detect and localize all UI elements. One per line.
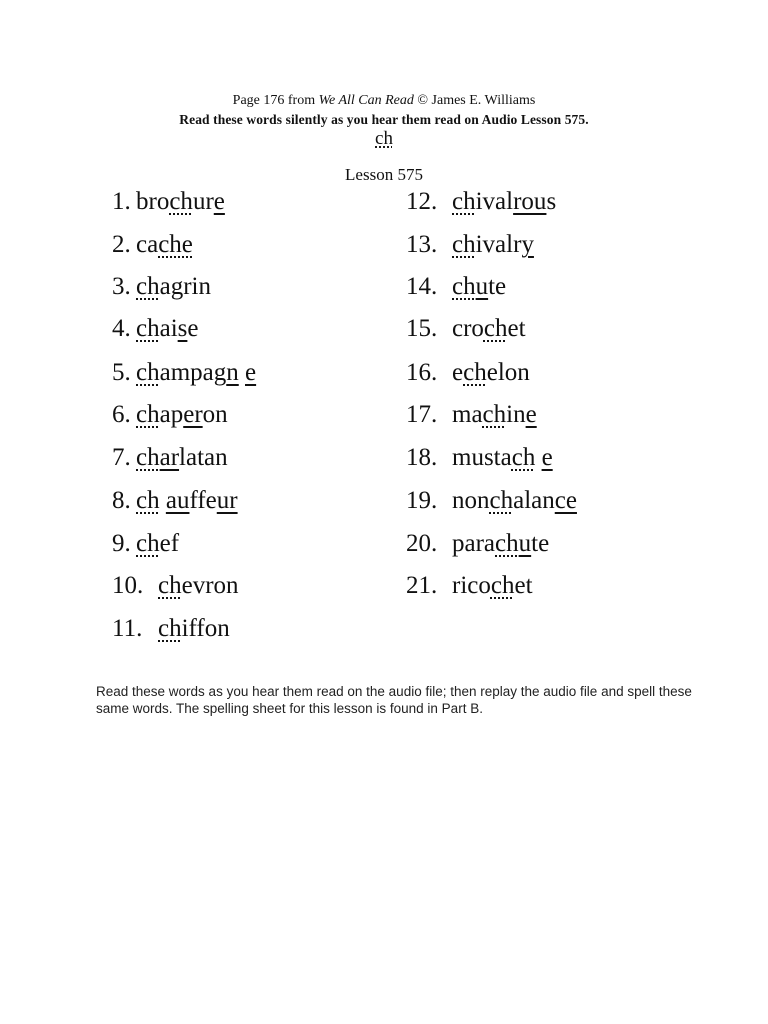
marked-segment: n bbox=[226, 359, 239, 386]
item-number: 1. bbox=[112, 188, 131, 215]
word-list-item bbox=[112, 271, 211, 303]
word-list-item bbox=[406, 399, 537, 431]
word-segment: para bbox=[452, 530, 496, 557]
word-list-item bbox=[112, 186, 225, 218]
instruction-heading: Read these words silently as you hear them read on Audio Lesson 575. bbox=[179, 112, 589, 127]
word-list-item bbox=[406, 528, 549, 560]
word-list-item bbox=[112, 528, 179, 560]
item-number: 13. bbox=[406, 231, 438, 258]
page-source-line bbox=[0, 93, 768, 109]
word-segment: ma bbox=[452, 401, 483, 428]
ch-sound-segment: ch bbox=[495, 530, 519, 557]
marked-segment: er bbox=[183, 401, 203, 428]
word-list-item bbox=[112, 613, 230, 645]
vocabulary-word bbox=[136, 271, 211, 303]
vocabulary-word bbox=[136, 357, 256, 389]
word-segment: et bbox=[507, 315, 526, 342]
item-number: 7. bbox=[112, 444, 131, 471]
ch-sound-segment: ch bbox=[490, 572, 515, 599]
vocabulary-word bbox=[452, 186, 556, 218]
item-number: 10. bbox=[112, 572, 144, 599]
word-segment: non bbox=[452, 487, 490, 514]
ch-sound-segment: ch bbox=[136, 487, 160, 514]
marked-segment: e bbox=[245, 359, 257, 386]
ch-sound-segment: ch bbox=[482, 401, 507, 428]
word-segment: alan bbox=[513, 487, 555, 514]
word-list-item bbox=[406, 485, 577, 517]
word-segment: cro bbox=[452, 315, 484, 342]
word-segment: ffe bbox=[189, 487, 217, 514]
vocabulary-word bbox=[158, 613, 230, 645]
ch-sound-segment: ch bbox=[136, 359, 160, 386]
word-list-item bbox=[406, 357, 530, 389]
ch-sound-segment: ch bbox=[136, 315, 160, 342]
word-list-item bbox=[112, 442, 228, 474]
marked-segment: s bbox=[177, 315, 188, 342]
marked-segment: rou bbox=[513, 188, 547, 215]
word-segment: musta bbox=[452, 444, 512, 471]
vocabulary-word bbox=[158, 570, 239, 602]
item-number: 19. bbox=[406, 487, 438, 514]
ch-sound-segment: ch bbox=[463, 359, 487, 386]
vocabulary-word bbox=[452, 229, 534, 261]
word-list-item bbox=[406, 442, 553, 474]
item-number: 17. bbox=[406, 401, 438, 428]
word-segment: ca bbox=[136, 231, 159, 258]
word-list-item bbox=[112, 399, 228, 431]
word-segment: evron bbox=[181, 572, 239, 599]
item-number: 4. bbox=[112, 315, 131, 342]
vocabulary-word bbox=[136, 399, 228, 431]
marked-segment: au bbox=[165, 487, 190, 514]
vocabulary-word bbox=[452, 399, 537, 431]
ch-sound-segment: ch bbox=[158, 615, 182, 642]
vocabulary-word bbox=[452, 357, 530, 389]
ch-sound-segment: ch bbox=[169, 188, 193, 215]
ch-sound-segment: ch bbox=[136, 273, 160, 300]
word-segment: in bbox=[506, 401, 526, 428]
ch-sound-segment: ch bbox=[511, 444, 536, 471]
item-number: 11. bbox=[112, 615, 143, 642]
ch-sound-segment: ch bbox=[452, 273, 476, 300]
vocabulary-word bbox=[136, 528, 179, 560]
marked-segment: u bbox=[518, 530, 532, 557]
ch-sound-segment: ch bbox=[483, 315, 508, 342]
item-number: 2. bbox=[112, 231, 131, 258]
word-segment: e bbox=[187, 315, 199, 342]
vocabulary-word bbox=[136, 485, 238, 517]
word-segment: te bbox=[531, 530, 550, 557]
ch-sound-segment: ch bbox=[136, 401, 160, 428]
marked-segment: ur bbox=[216, 487, 238, 514]
word-list-item bbox=[112, 485, 238, 517]
marked-segment: ar bbox=[159, 444, 180, 471]
vocabulary-word bbox=[452, 313, 526, 345]
item-number: 5. bbox=[112, 359, 131, 386]
vocabulary-word bbox=[136, 313, 199, 345]
target-sound bbox=[0, 128, 768, 150]
word-list-item bbox=[406, 313, 526, 345]
word-segment: ampag bbox=[159, 359, 227, 386]
vocabulary-word bbox=[452, 485, 577, 517]
vocabulary-word bbox=[136, 186, 225, 218]
marked-segment: e bbox=[213, 188, 225, 215]
copyright: © James E. Williams bbox=[413, 93, 536, 108]
vocabulary-word bbox=[452, 442, 553, 474]
item-number: 6. bbox=[112, 401, 131, 428]
target-sound-label: ch bbox=[375, 128, 393, 149]
vocabulary-word bbox=[136, 442, 228, 474]
word-segment: e bbox=[452, 359, 464, 386]
word-segment: rico bbox=[452, 572, 491, 599]
word-segment: s bbox=[546, 188, 557, 215]
word-segment: bro bbox=[136, 188, 170, 215]
ch-sound-segment: che bbox=[158, 231, 193, 258]
item-number: 3. bbox=[112, 273, 131, 300]
word-list-item bbox=[406, 570, 533, 602]
word-segment: on bbox=[202, 401, 228, 428]
item-number: 16. bbox=[406, 359, 438, 386]
word-list-item bbox=[112, 570, 239, 602]
marked-segment: e bbox=[541, 444, 553, 471]
lesson-title: Lesson 575 bbox=[345, 165, 423, 184]
item-number: 14. bbox=[406, 273, 438, 300]
vocabulary-word bbox=[452, 271, 506, 303]
vocabulary-word bbox=[136, 229, 193, 261]
word-list-item bbox=[112, 357, 256, 389]
word-list-item bbox=[406, 186, 556, 218]
item-number: 15. bbox=[406, 315, 438, 342]
marked-segment: u bbox=[475, 273, 489, 300]
ch-sound-segment: ch bbox=[452, 231, 476, 258]
word-list-item bbox=[112, 313, 199, 345]
word-segment: ival bbox=[475, 188, 514, 215]
item-number: 18. bbox=[406, 444, 438, 471]
word-segment: elon bbox=[486, 359, 530, 386]
word-segment: ur bbox=[192, 188, 214, 215]
word-segment: ivalr bbox=[475, 231, 522, 258]
word-list-item bbox=[406, 271, 506, 303]
word-list-item bbox=[406, 229, 534, 261]
marked-segment: y bbox=[521, 231, 534, 258]
marked-segment: e bbox=[525, 401, 537, 428]
word-segment: te bbox=[488, 273, 507, 300]
ch-sound-segment: ch bbox=[136, 530, 160, 557]
word-segment: latan bbox=[179, 444, 228, 471]
word-segment: agrin bbox=[159, 273, 211, 300]
footer-instructions: Read these words as you hear them read on the audio file; then replay the audio file and spell these same words. The spelling sheet for this lesson is found in Part B. bbox=[96, 684, 692, 716]
marked-segment: ce bbox=[554, 487, 577, 514]
word-segment: ap bbox=[159, 401, 184, 428]
ch-sound-segment: ch bbox=[136, 444, 160, 471]
word-list-item bbox=[112, 229, 193, 261]
item-number: 12. bbox=[406, 188, 438, 215]
item-number: 20. bbox=[406, 530, 438, 557]
word-segment: iffon bbox=[181, 615, 230, 642]
word-segment: ef bbox=[159, 530, 180, 557]
ch-sound-segment: ch bbox=[158, 572, 182, 599]
ch-sound-segment: ch bbox=[489, 487, 514, 514]
vocabulary-word bbox=[452, 570, 533, 602]
book-title: We All Can Read bbox=[318, 93, 414, 108]
item-number: 21. bbox=[406, 572, 438, 599]
word-segment: ai bbox=[159, 315, 178, 342]
item-number: 8. bbox=[112, 487, 131, 514]
item-number: 9. bbox=[112, 530, 131, 557]
ch-sound-segment: ch bbox=[452, 188, 476, 215]
word-segment: et bbox=[514, 572, 533, 599]
vocabulary-word bbox=[452, 528, 549, 560]
source-prefix: Page 176 from bbox=[232, 93, 319, 108]
